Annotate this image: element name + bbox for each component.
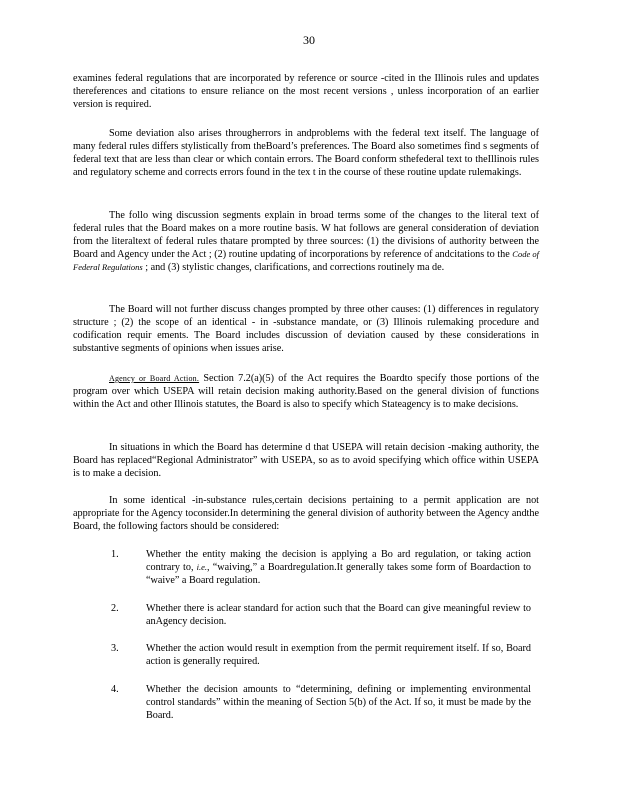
paragraph-deviation-errors [73, 127, 539, 179]
paragraph-text-part: Section 7.2(a)(5) of the Act requires the Boardto specify those portions of the program over which USEPA will retain decision making authority.Based on the general division of functions within the Act and other Illinois statutes, the Board is also to specify which Stateagency is to make decisions. [73, 373, 539, 410]
list-number: 2. [111, 603, 119, 614]
paragraph-text [73, 209, 539, 274]
page-number: 30 [303, 33, 315, 47]
list-number: 1. [111, 549, 119, 560]
paragraph-text-part: ; and (3) stylistic changes, clarifications, and corrections routinely ma de. [145, 262, 445, 273]
paragraph-text-part: The follo wing discussion segments explain in broad terms some of the changes to the literal text of federal rules that the Board makes on a more routine basis. W hat follows are general consideration of deviation from the literaltext of federal rules thatare prompted by three sources: (1) the divisions of authority between the Board and Agency under the Act ; (2) routine updating of incorporations by reference of andcitations to the [73, 210, 539, 260]
list-text: Whether the action would result in exemption from the permit requirement itself. If so, Board action is generally required. [146, 643, 531, 667]
paragraph-other-causes [73, 303, 539, 355]
paragraph-discussion-overview [73, 209, 539, 274]
list-text [146, 548, 531, 587]
list-number: 3. [111, 643, 119, 654]
list-text: Whether there is aclear standard for action such that the Board can give meaningful review to anAgency decision. [146, 603, 531, 627]
paragraph-text: The Board will not further discuss changes prompted by three other causes: (1) differences in regulatory structure ; (2) the scope of an identical - in -substance mandate, or (3) Illinois rulemaking procedure and codification requir ements. The Board includes discussion of deviation caused by these considerations in substantive segments of opinions when issues arise. [73, 304, 539, 354]
section-heading: Agency or Board Action. [109, 374, 200, 383]
paragraph-agency-board-action [73, 372, 539, 411]
list-text: Whether the decision amounts to “determining, defining or implementing environmental control standards” within the meaning of Section 5(b) of the Act. If so, it must be made by the Board. [146, 684, 531, 721]
italic-citation: Code of Federal Regulations [73, 249, 539, 272]
paragraph-text: Some deviation also arises througherrors in andproblems with the federal text itself. The language of many federal rules differs stylistically from theBoard’s preferences. The Board also sometimes find s segments of federal text that are less than clear or which contain errors. The Board conform sthefederal text to theIllinois rules and regulatory scheme and corrects errors found in the tex t in the course of these routine update rulemakings. [73, 128, 539, 178]
paragraph-text: examines federal regulations that are incorporated by reference or source -cited in the Illinois rules and updates thereferences and citations to ensure reliance on the most recent versions , unless incorporation of an earlier version is required. [73, 73, 539, 110]
italic-abbreviation: i.e. [196, 562, 208, 572]
paragraph-usepa-authority [73, 441, 539, 480]
paragraph-text: In some identical -in-substance rules,certain decisions pertaining to a permit application are not appropriate for the Agency toconsider.In determining the general division of authority between the Agency andthe Board, the following factors should be considered: [73, 495, 539, 532]
list-text-part: Whether the entity making the decision is applying a Bo ard regulation, or taking action contrary to, [146, 549, 531, 573]
paragraph-continuation [73, 72, 539, 111]
paragraph-identical-in-substance [73, 494, 539, 533]
paragraph-text: In situations in which the Board has determine d that USEPA will retain decision -making authority, the Board has replaced“Regional Administrator” with USEPA, so as to avoid specifying which office within USEPA is to make a decision. [73, 442, 539, 479]
paragraph-text [73, 372, 539, 411]
list-text-part: , “waiving,” a Boardregulation.It generally takes some form of Boardaction to “waive” a Board regulation. [146, 562, 531, 586]
list-number: 4. [111, 684, 119, 695]
